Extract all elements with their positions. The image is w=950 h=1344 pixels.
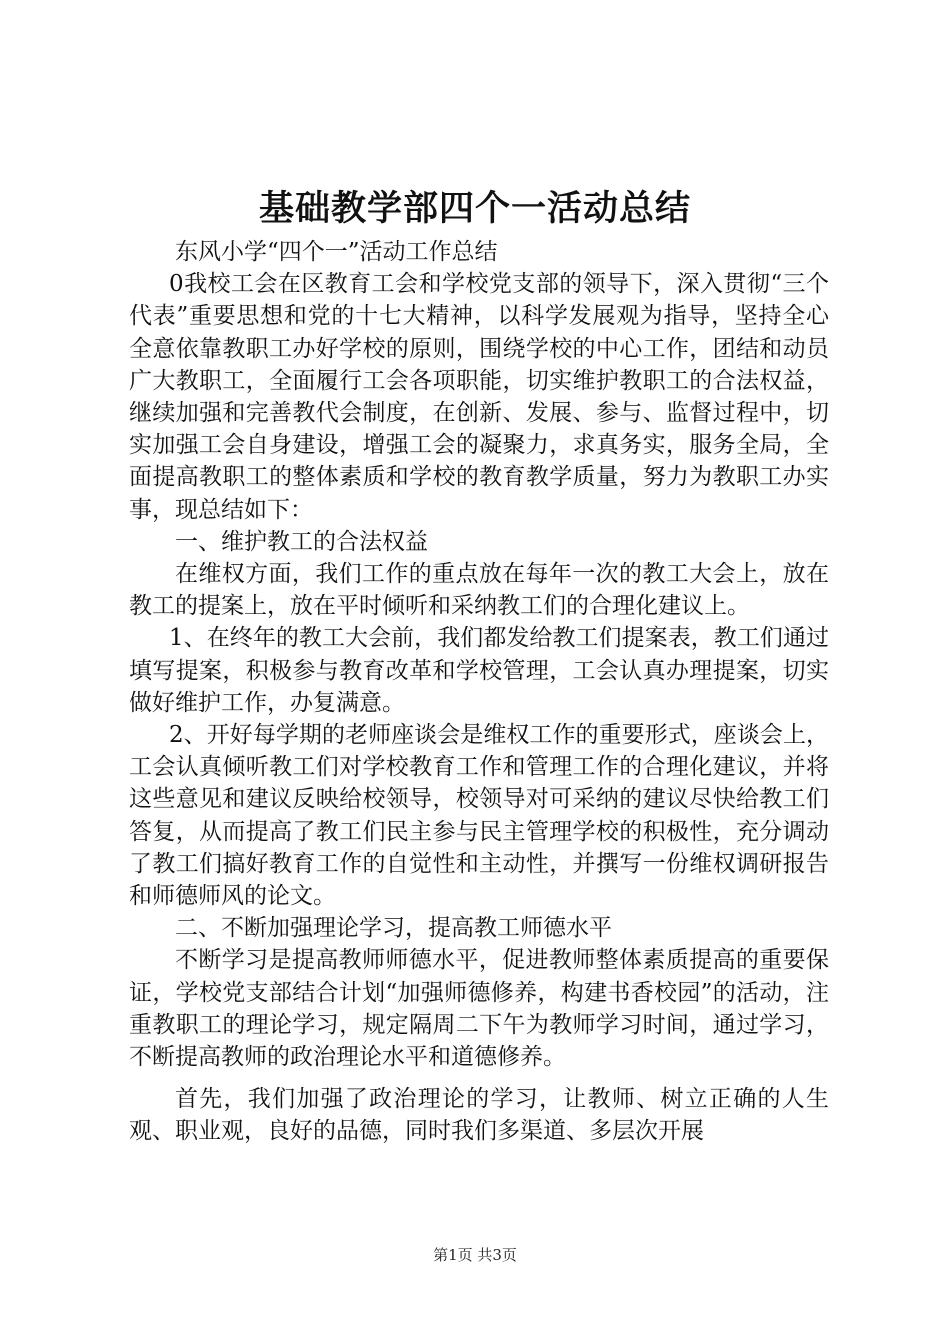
body-paragraph: 1、在终年的教工大会前，我们都发给教工们提案表，教工们通过填写提案，积极参与教育改革和学校管理，工会认真办理提案，切实做好维护工作，办复满意。 — [129, 625, 829, 716]
body-paragraph: 首先，我们加强了政治理论的学习，让教师、树立正确的人生观、职业观，良好的品德，同时我们多渠道、多层次开展 — [129, 1086, 829, 1145]
body-paragraph: 2、开好每学期的老师座谈会是维权工作的重要形式，座谈会上，工会认真倾听教工们对学校教育工作和管理工作的合理化建议，并将这些意见和建议反映给校领导，校领导对可采纳的建议尽快给教工们答复，从而提高了教工们民主参与民主管理学校的积极性，充分调动了教工们搞好教育工作的自觉性和主动性，并撰写一份维权调研报告和师德师风的论文。 — [129, 722, 829, 910]
document-body — [129, 236, 829, 1148]
body-paragraph: 不断学习是提高教师师德水平，促进教师整体素质提高的重要保证，学校党支部结合计划“加强师德修养，构建书香校园”的活动，注重教职工的理论学习，规定隔周二下午为教师学习时间，通过学习，不断提高教师的政治理论水平和道德修养。 — [129, 947, 829, 1071]
section-heading-2: 二、不断加强理论学习，提高教工师德水平 — [175, 915, 612, 942]
body-paragraph: 在维权方面，我们工作的重点放在每年一次的教工大会上，放在教工的提案上，放在平时倾听和采纳教工们的合理化建议上。 — [129, 561, 829, 620]
intro-paragraph: 0我校工会在区教育工会和学校党支部的领导下，深入贯彻“三个代表”重要思想和党的十七大精神，以科学发展观为指导，坚持全心全意依靠教职工办好学校的原则，围绕学校的中心工作，团结和动员广大教职工，全面履行工会各项职能，切实维护教职工的合法权益，继续加强和完善教代会制度，在创新、发展、参与、监督过程中，切实加强工会自身建设，增强工会的凝聚力，求真务实，服务全局，全面提高教职工的整体素质和学校的教育教学质量，努力为教职工办实事，现总结如下： — [129, 271, 829, 523]
subtitle-paragraph: 东风小学“四个一”活动工作总结 — [175, 239, 498, 265]
page-number: 第1页 共3页 — [433, 1246, 517, 1264]
section-heading-1: 一、维护教工的合法权益 — [175, 528, 428, 555]
document-title: 基础教学部四个一活动总结 — [258, 188, 691, 229]
